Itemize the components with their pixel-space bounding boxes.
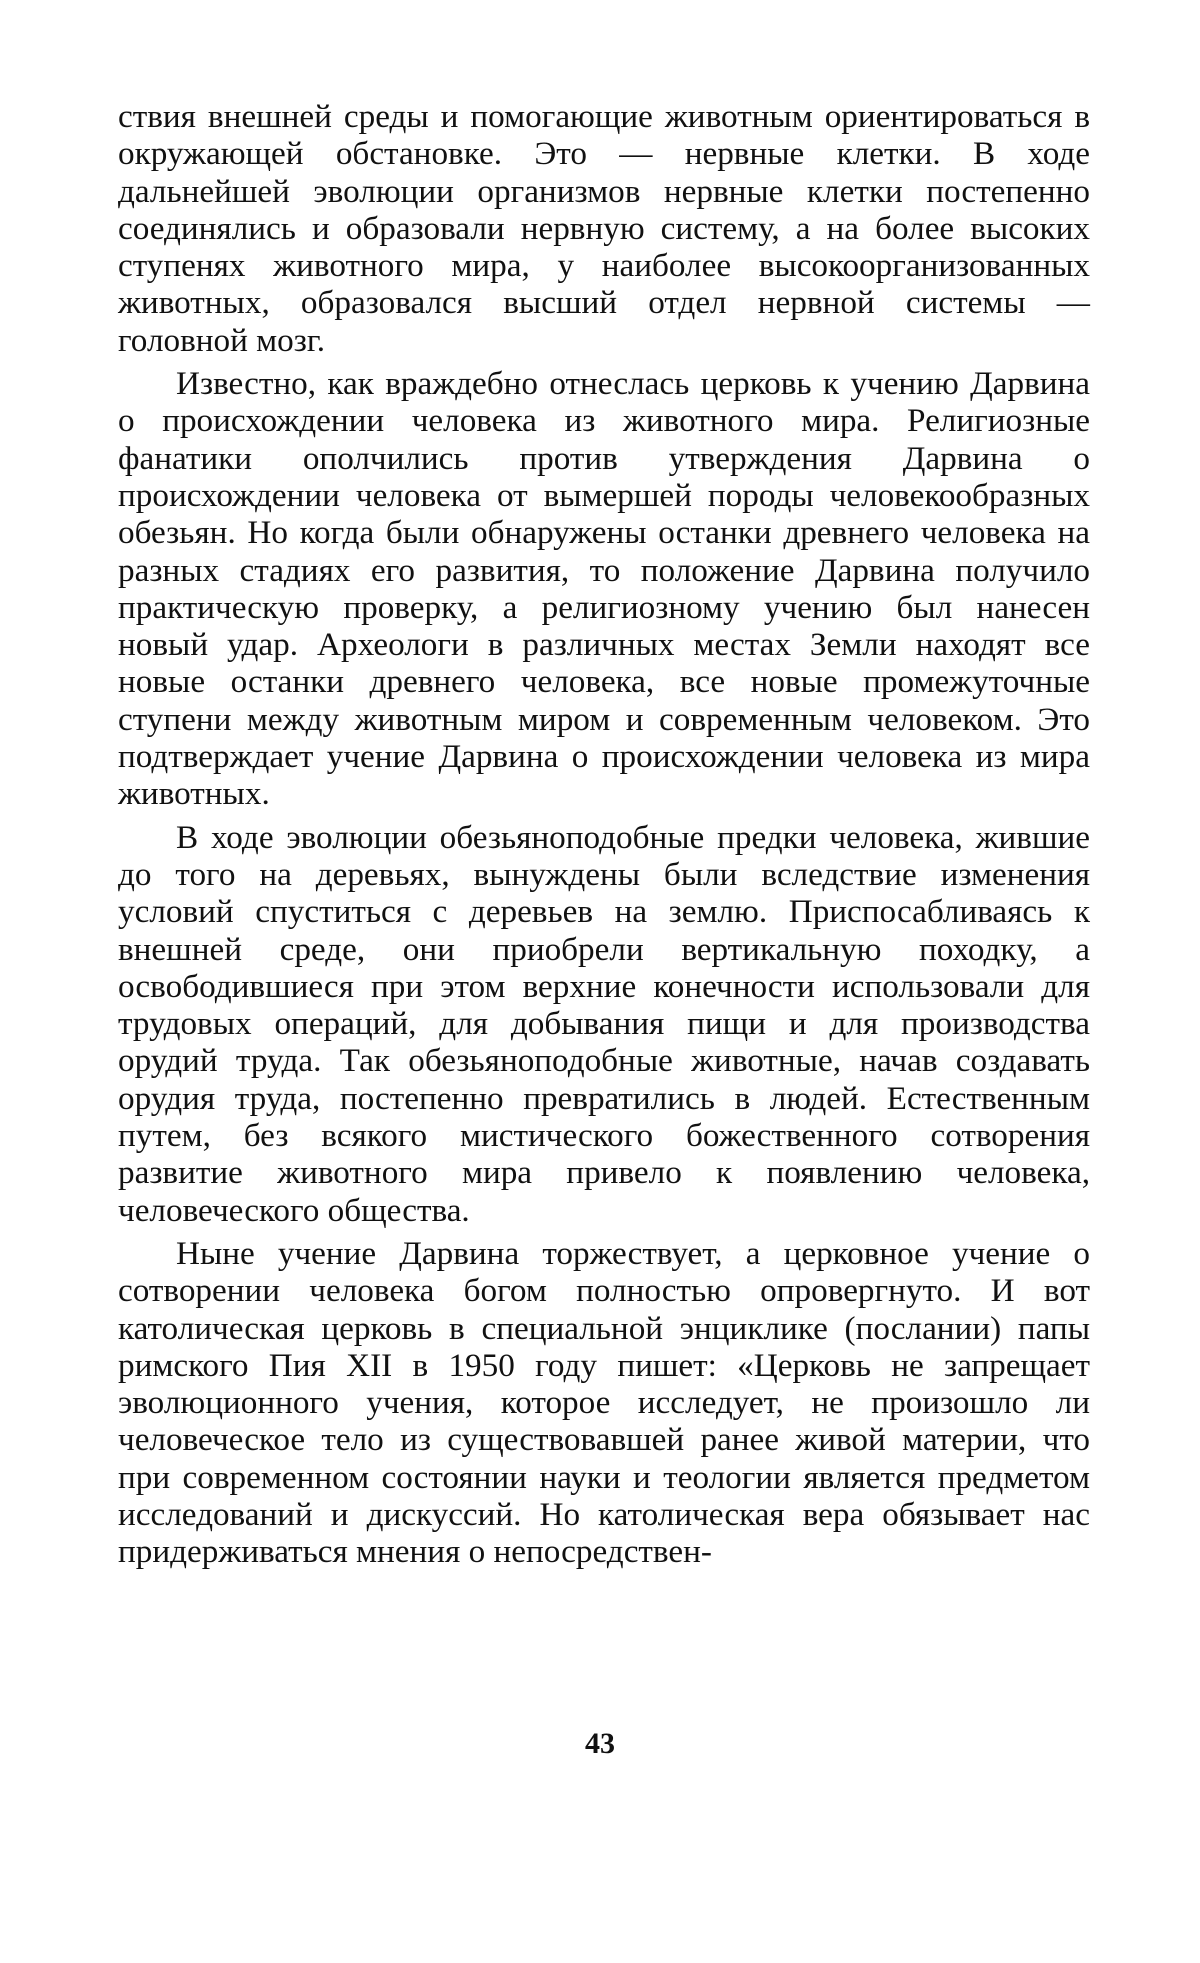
page-body [118, 98, 1090, 1577]
paragraph-2: Известно, как враждебно отнеслась церковь к учению Дарвина о происхождении человека из животного мира. Религиозные фанатики ополчились против утверждения Дарвина о происхождении человека от вымершей породы человекообразных обезьян. Но когда были обнаружены останки древнего человека на разных стадиях его развития, то положение Дарвина получило практическую проверку, а религиозному учению был нанесен новый удар. Археологи в различных местах Земли находят все новые останки древнего человека, все новые промежуточные ступени между животным миром и современным человеком. Это подтверждает учение Дарвина о происхождении человека из мира животных. [118, 365, 1090, 813]
paragraph-4: Ныне учение Дарвина торжествует, а церковное учение о сотворении человека богом полностью опровергнуто. И вот католическая церковь в специальной энциклике (послании) папы римского Пия XII в 1950 году пишет: «Церковь не запрещает эволюционного учения, которое исследует, не произошло ли человеческое тело из существовавшей ранее живой материи, что при современном состоянии науки и теологии является предметом исследований и дискуссий. Но католическая вера обязывает нас придерживаться мнения о непосредствен- [118, 1234, 1090, 1571]
paragraph-3: В ходе эволюции обезьяноподобные предки человека, жившие до того на деревьях, вынуждены были вследствие изменения условий спуститься с деревьев на землю. Приспосабливаясь к внешней среде, они приобрели вертикальную походку, а освободившиеся при этом верхние конечности использовали для трудовых операций, для добывания пищи и для производства орудий труда. Так обезьяноподобные животные, начав создавать орудия труда, постепенно превратились в людей. Естественным путем, без всякого мистического божественного сотворения развитие животного мира привело к появлению человека, человеческого общества. [118, 818, 1090, 1229]
page-number: 43 [585, 1727, 615, 1760]
paragraph-1: ствия внешней среды и помогающие животным ориентироваться в окружающей обстановке. Это — нервные клетки. В ходе дальнейшей эволюции организмов нервные клетки постепенно соединялись и образовали нервную систему, а на более высоких ступенях животного мира, у наиболее высокоорганизованных животных, образовался высший отдел нервной системы — головной мозг. [118, 98, 1090, 359]
